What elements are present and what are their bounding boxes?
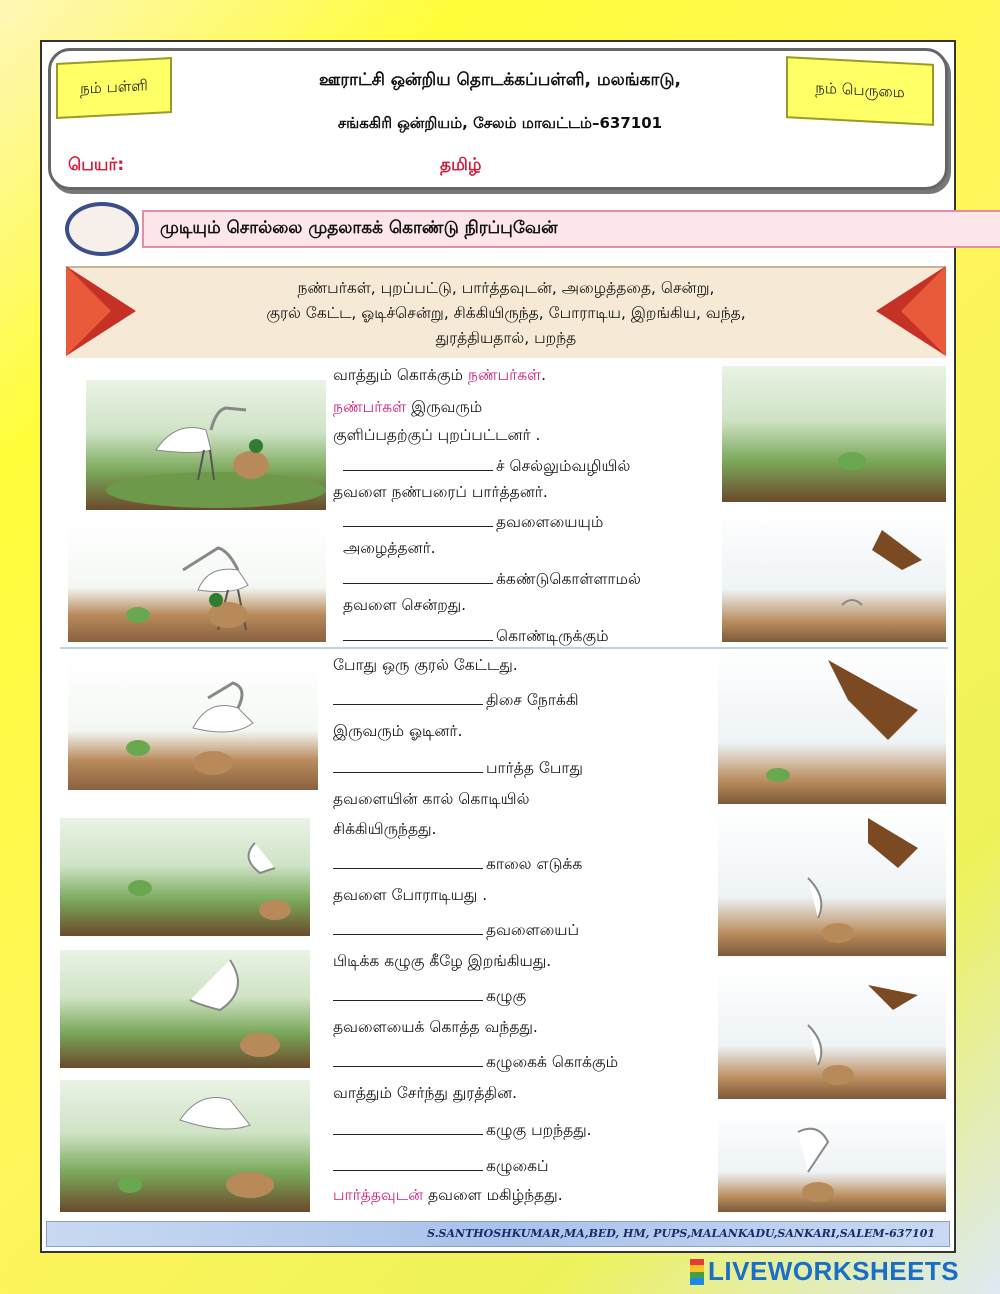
- story-line-24: வாத்தும் சேர்ந்து துரத்தின.: [333, 1084, 518, 1102]
- eagle-flying-away-icon: [718, 965, 946, 1099]
- story-highlight-word: நண்பர்கள்: [333, 398, 407, 416]
- instruction-text: முடியும் சொல்லை முதலாகக் கொண்டு நிரப்புவேன்: [142, 210, 1000, 248]
- instruction-banner: [60, 200, 948, 260]
- word-bank-line: நண்பர்கள், புறப்பட்டு, பார்த்தவுடன், அழைத்ததை, சென்று,: [297, 278, 715, 297]
- frog-heron-duck-illustration: [60, 818, 310, 936]
- footer-credit: S.SANTHOSHKUMAR,MA,BED, HM, PUPS,MALANKADU,SANKARI,SALEM-637101: [427, 1227, 935, 1240]
- heron-duck-illustration: [86, 380, 326, 510]
- story-text-span: காலை எடுக்க: [486, 855, 583, 873]
- story-line-9: தவளை சென்றது.: [343, 596, 467, 614]
- right-flag: [786, 56, 934, 126]
- story-text-span: ச் செல்லும்வழியில்: [496, 457, 631, 475]
- frog-heron-duck-icon: [60, 818, 310, 936]
- story-line-13: இருவரும் ஓடினர்.: [333, 722, 463, 740]
- answer-blank[interactable]: [333, 758, 483, 773]
- heron-duck-frog-icon-2: [68, 658, 318, 790]
- heron-attack-icon: [60, 950, 310, 1068]
- heron-duck-frog-happy-icon: [718, 1112, 946, 1212]
- story-text-span: கழுகு: [486, 987, 527, 1005]
- story-line-5: தவளை நண்பரைப் பார்த்தனர்.: [333, 483, 548, 501]
- answer-blank[interactable]: [333, 1156, 483, 1171]
- story-line-4: [343, 456, 630, 477]
- answer-blank[interactable]: [333, 854, 483, 869]
- answer-blank[interactable]: [333, 690, 483, 705]
- story-text-span: கழுகைப்: [486, 1157, 549, 1175]
- liveworksheets-logo[interactable]: [690, 1256, 959, 1287]
- answer-blank[interactable]: [343, 569, 493, 584]
- story-line-21: [333, 986, 526, 1007]
- heron-duck-icon: [86, 380, 326, 510]
- heron-attack-illustration: [60, 950, 310, 1068]
- frog-in-grass-icon: [722, 366, 946, 502]
- story-text-span: கழுகைக் கொக்கும்: [486, 1053, 619, 1071]
- story-text-span: பார்த்த போது: [486, 759, 583, 777]
- story-line-26: [333, 1156, 549, 1177]
- answer-blank[interactable]: [343, 512, 493, 527]
- eagle-icon: [722, 510, 946, 642]
- story-line-18: தவளை போராடியது .: [333, 886, 488, 904]
- right-flag-text: நம் பெருமை: [815, 78, 905, 102]
- section-divider: [60, 647, 948, 649]
- story-line-2: [333, 398, 482, 418]
- story-line-17: [333, 854, 582, 875]
- story-highlight-word: பார்த்தவுடன்: [333, 1186, 424, 1204]
- word-bank-line: துரத்தியதால், பறந்த: [435, 328, 577, 347]
- decor-triangle-right-inner: [901, 266, 946, 356]
- story-text-span: க்கண்டுகொள்ளாமல்: [496, 570, 641, 588]
- story-text-span: இருவரும்: [406, 398, 483, 416]
- story-line-27: [333, 1186, 563, 1206]
- story-line-11: போது ஒரு குரல் கேட்டது.: [333, 656, 518, 674]
- story-line-15: தவளையின் கால் கொடியில்: [333, 790, 530, 808]
- heron-duck-frog-illustration-2: [68, 658, 318, 790]
- answer-blank[interactable]: [333, 1120, 483, 1135]
- story-text-span: கொண்டிருக்கும்: [496, 627, 609, 645]
- heron-duck-frog-final-illustration: [60, 1080, 310, 1212]
- story-line-20: பிடிக்க கழுகு கீழே இறங்கியது.: [333, 952, 552, 970]
- story-line-12: [333, 690, 579, 711]
- story-line-10: [343, 626, 609, 647]
- school-address: சங்ககிரி ஒன்றியம், சேலம் மாவட்டம்–637101: [337, 114, 663, 132]
- eagle-heron-duck-icon: [718, 808, 946, 956]
- eagle-flying-away-illustration: [718, 965, 946, 1099]
- story-line-16: சிக்கியிருந்தது.: [333, 820, 437, 838]
- answer-blank[interactable]: [333, 920, 483, 935]
- left-flag: [56, 57, 172, 119]
- story-text-span: தவளையைப்: [486, 921, 580, 939]
- heron-duck-frog-icon: [68, 520, 326, 642]
- answer-blank[interactable]: [343, 456, 493, 471]
- eagle-swooping-illustration: [718, 650, 946, 804]
- story-line-3: குளிப்பதற்குப் புறப்பட்டனர் .: [333, 426, 541, 444]
- heron-duck-frog-happy-illustration: [718, 1112, 946, 1212]
- answer-blank[interactable]: [333, 1052, 483, 1067]
- eagle-heron-duck-illustration: [718, 808, 946, 956]
- story-line-25: [333, 1120, 592, 1141]
- story-text-span: தவளை மகிழ்ந்தது.: [423, 1186, 563, 1204]
- footer-bar: [46, 1221, 950, 1247]
- story-text-span: .: [541, 366, 547, 384]
- answer-blank[interactable]: [343, 626, 493, 641]
- left-flag-text: நம் பள்ளி: [80, 76, 148, 98]
- story-text-span: திசை நோக்கி: [486, 691, 579, 709]
- story-line-23: [333, 1052, 618, 1073]
- frog-in-grass-illustration: [722, 366, 946, 502]
- story-text-span: தவளையையும்: [496, 513, 604, 531]
- story-line-22: தவளையைக் கொத்த வந்தது.: [333, 1018, 538, 1036]
- story-line-14: [333, 758, 583, 779]
- liveworksheets-brand: LIVEWORKSHEETS: [708, 1256, 960, 1286]
- story-text-span: வாத்தும் கொக்கும்: [333, 366, 468, 384]
- word-bank-line: குரல் கேட்ட, ஓடிச்சென்று, சிக்கியிருந்த, போராடிய, இறங்கிய, வந்த,: [266, 303, 746, 322]
- decor-triangle-left-inner: [66, 266, 111, 356]
- liveworksheets-icon: [690, 1259, 704, 1285]
- school-name: ஊராட்சி ஒன்றிய தொடக்கப்பள்ளி, மலங்காடு,: [318, 70, 682, 90]
- story-line-7: அழைத்தனர்.: [343, 539, 436, 557]
- subject-title: தமிழ்: [440, 155, 482, 175]
- story-line-19: [333, 920, 579, 941]
- instruction-circle-icon: [65, 202, 139, 256]
- heron-duck-frog-illustration: [68, 520, 326, 642]
- answer-blank[interactable]: [333, 986, 483, 1001]
- story-text-span: கழுகு பறந்தது.: [486, 1121, 592, 1139]
- word-bank: [66, 266, 946, 358]
- heron-duck-frog-final-icon: [60, 1080, 310, 1212]
- eagle-swooping-icon: [718, 650, 946, 804]
- story-highlight-word: நண்பர்கள்: [467, 366, 542, 384]
- story-line-8: [343, 569, 641, 590]
- name-label: பெயர்:: [68, 155, 125, 175]
- story-line-6: [343, 512, 603, 533]
- story-line-1: [333, 366, 546, 386]
- eagle-heron-illustration: [722, 510, 946, 642]
